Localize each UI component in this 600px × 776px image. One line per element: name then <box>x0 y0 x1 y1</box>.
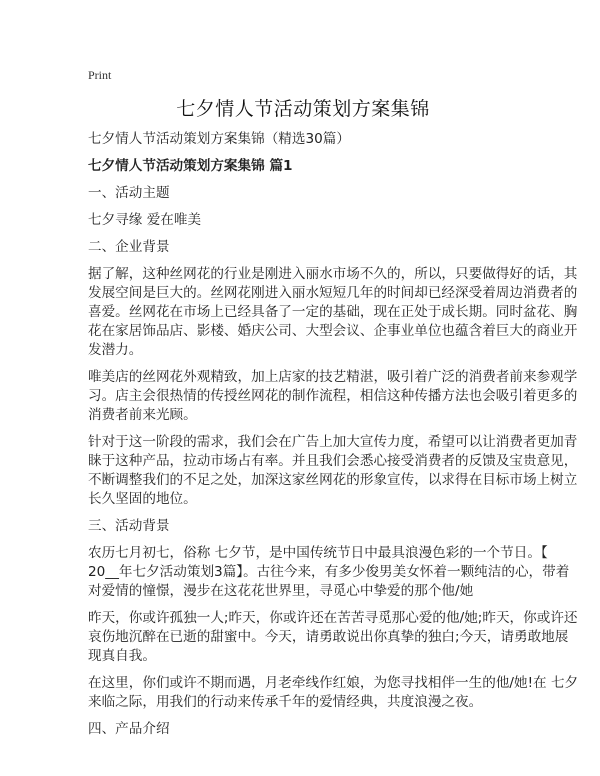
text-line: 现真自我。 <box>88 648 156 664</box>
text-line: 对爱情的憧憬，漫步在这花花世界里，寻觅心中挚爱的那个他/她 <box>88 583 474 599</box>
text-line: 一、活动主题 <box>88 185 170 201</box>
document-title: 七夕情人节活动策划方案集锦 <box>176 98 430 120</box>
text-line: 来临之际，用我们的行动来传承千年的爱情经典，共度浪漫之夜。 <box>88 694 483 710</box>
document-body <box>88 184 579 739</box>
section-subheading <box>88 720 518 739</box>
text-line: 四、产品介绍 <box>88 721 170 737</box>
text-line: 哀伤地沉醉在已逝的甜蜜中。今天，请勇敢说出你真挚的独白;今天，请勇敢地展 <box>88 629 569 645</box>
paragraph <box>88 368 578 425</box>
text-line: 在这里，你们或许不期而遇，月老牵线作红娘，为您寻找相伴一生的他/她!在 七夕 <box>88 675 579 691</box>
text-line: 七夕寻缘 爱在唯美 <box>88 212 202 228</box>
text-line: 喜爱。丝网花在市场上已经具备了一定的基础，现在正处于成长期。同时盆花、胸 <box>88 304 578 320</box>
paragraph <box>88 265 578 360</box>
paragraph <box>88 544 570 601</box>
section-subheading <box>88 238 518 257</box>
text-line: 唯美店的丝网花外观精致，加上店家的技艺精湛，吸引着广泛的消费者前来参观学 <box>88 369 578 385</box>
text-line: 消费者前来光顾。 <box>88 407 197 423</box>
text-line: 花在家居饰品店、影楼、婚庆公司、大型会议、企事业单位也蕴含着巨大的商业开 <box>88 323 578 339</box>
text-line: 农历七月初七，俗称 七夕节，是中国传统节日中最具浪漫色彩的一个节日。【 <box>88 545 548 561</box>
paragraph <box>88 211 518 230</box>
text-line: 昨天，你或许孤独一人;昨天，你或许还在苦苦寻觅那心爱的他/她;昨天，你或许还 <box>88 610 578 626</box>
text-line: 不断调整我们的不足之处，加深这家丝网花的形象宣传，以求得在目标市场上树立 <box>88 472 578 488</box>
text-line: 睐于这种产品，拉动市场占有率。并且我们会悉心接受消费者的反馈及宝贵意见， <box>88 453 578 469</box>
paragraph <box>88 433 578 509</box>
text-line: 长久坚固的地位。 <box>88 491 197 507</box>
paragraph <box>88 609 578 666</box>
section-heading: 七夕情人节活动策划方案集锦 篇1 <box>88 158 293 174</box>
section-subheading <box>88 517 518 536</box>
text-line: 二、企业背景 <box>88 239 170 255</box>
text-line: 针对于这一阶段的需求，我们会在广告上加大宣传力度，希望可以让消费者更加青 <box>88 434 578 450</box>
text-line: 20__年七夕活动策划3篇】。古往今来，有多少俊男美女怀着一颗纯洁的心，带着 <box>88 564 570 580</box>
text-line: 发展空间是巨大的。丝网花刚进入丽水短短几年的时间却已经深受着周边消费者的 <box>88 285 578 301</box>
text-line: 三、活动背景 <box>88 518 170 534</box>
text-line: 发潜力。 <box>88 342 143 358</box>
paragraph <box>88 674 579 712</box>
document-page <box>88 68 579 747</box>
document-subtitle: 七夕情人节活动策划方案集锦（精选30篇） <box>88 131 350 147</box>
text-line: 习。店主会很热情的传授丝网花的制作流程，相信这种传播方法也会吸引着更多的 <box>88 388 578 404</box>
section-subheading <box>88 184 518 203</box>
text-line: 据了解，这种丝网花的行业是刚进入丽水市场不久的，所以，只要做得好的话，其 <box>88 266 578 282</box>
print-label: Print <box>88 68 112 82</box>
